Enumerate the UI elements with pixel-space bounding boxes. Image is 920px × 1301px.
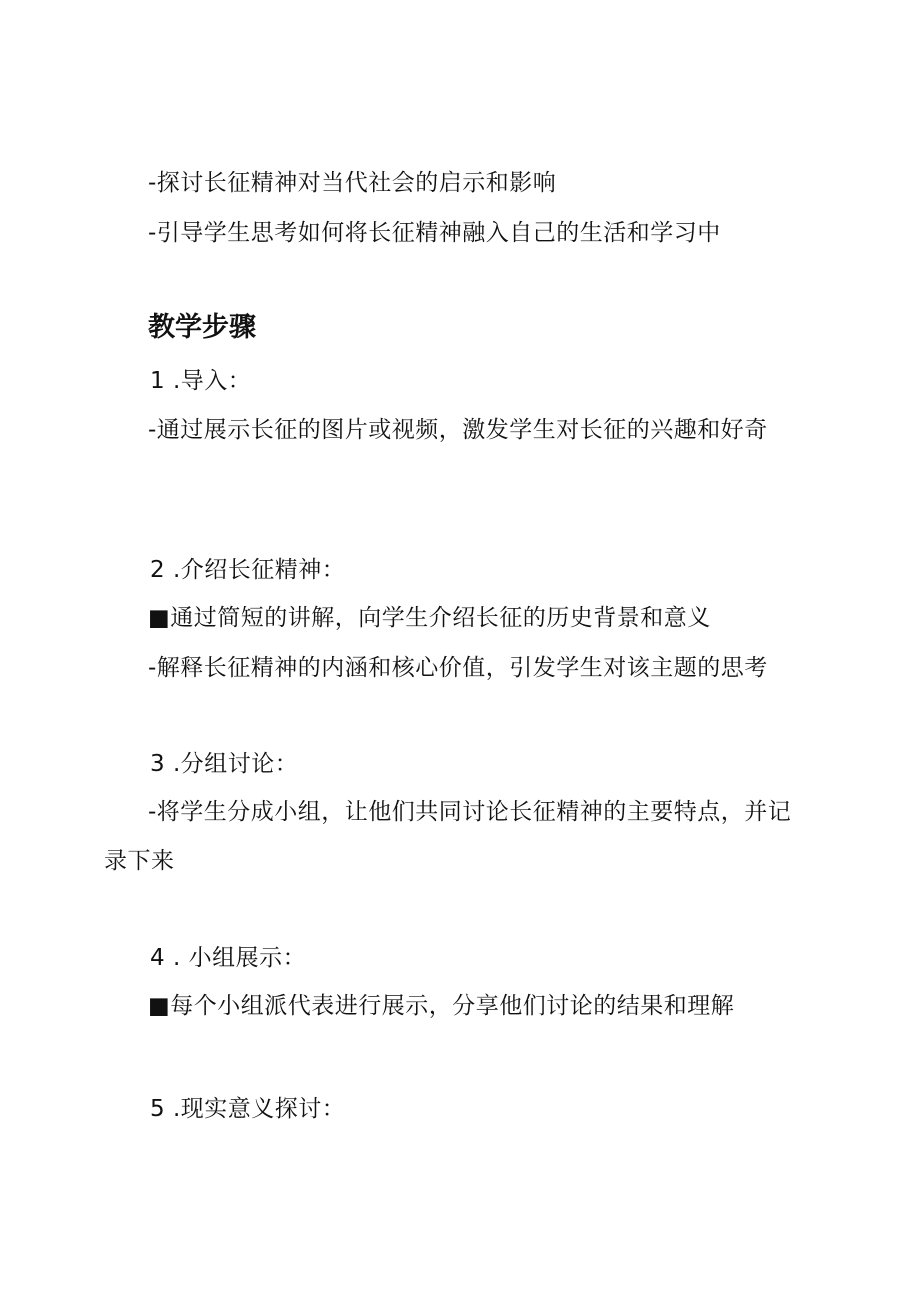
- intro-bullet: -探讨长征精神对当代社会的启示和影响: [148, 170, 557, 196]
- section-title: 教学步骤: [148, 312, 256, 343]
- step-item: ■通过简短的讲解，向学生介绍长征的历史背景和意义: [148, 605, 711, 631]
- step-title: 5 .现实意义探讨：: [150, 1096, 346, 1122]
- step-item: -解释长征精神的内涵和核心价值，引发学生对该主题的思考: [148, 655, 768, 681]
- step-item: ■每个小组派代表进行展示，分享他们讨论的结果和理解: [148, 993, 735, 1019]
- step-title: 4 . 小组展示：: [150, 945, 307, 971]
- step-title: 1 .导入：: [150, 368, 252, 394]
- step-title: 2 .介绍长征精神：: [150, 557, 346, 583]
- intro-bullet: -引导学生思考如何将长征精神融入自己的生活和学习中: [148, 220, 721, 246]
- step-title: 3 .分组讨论：: [150, 751, 299, 777]
- step-item-continuation: 录下来: [104, 848, 175, 874]
- step-item: -通过展示长征的图片或视频，激发学生对长征的兴趣和好奇: [148, 417, 768, 443]
- step-item: -将学生分成小组，让他们共同讨论长征精神的主要特点，并记: [148, 799, 792, 825]
